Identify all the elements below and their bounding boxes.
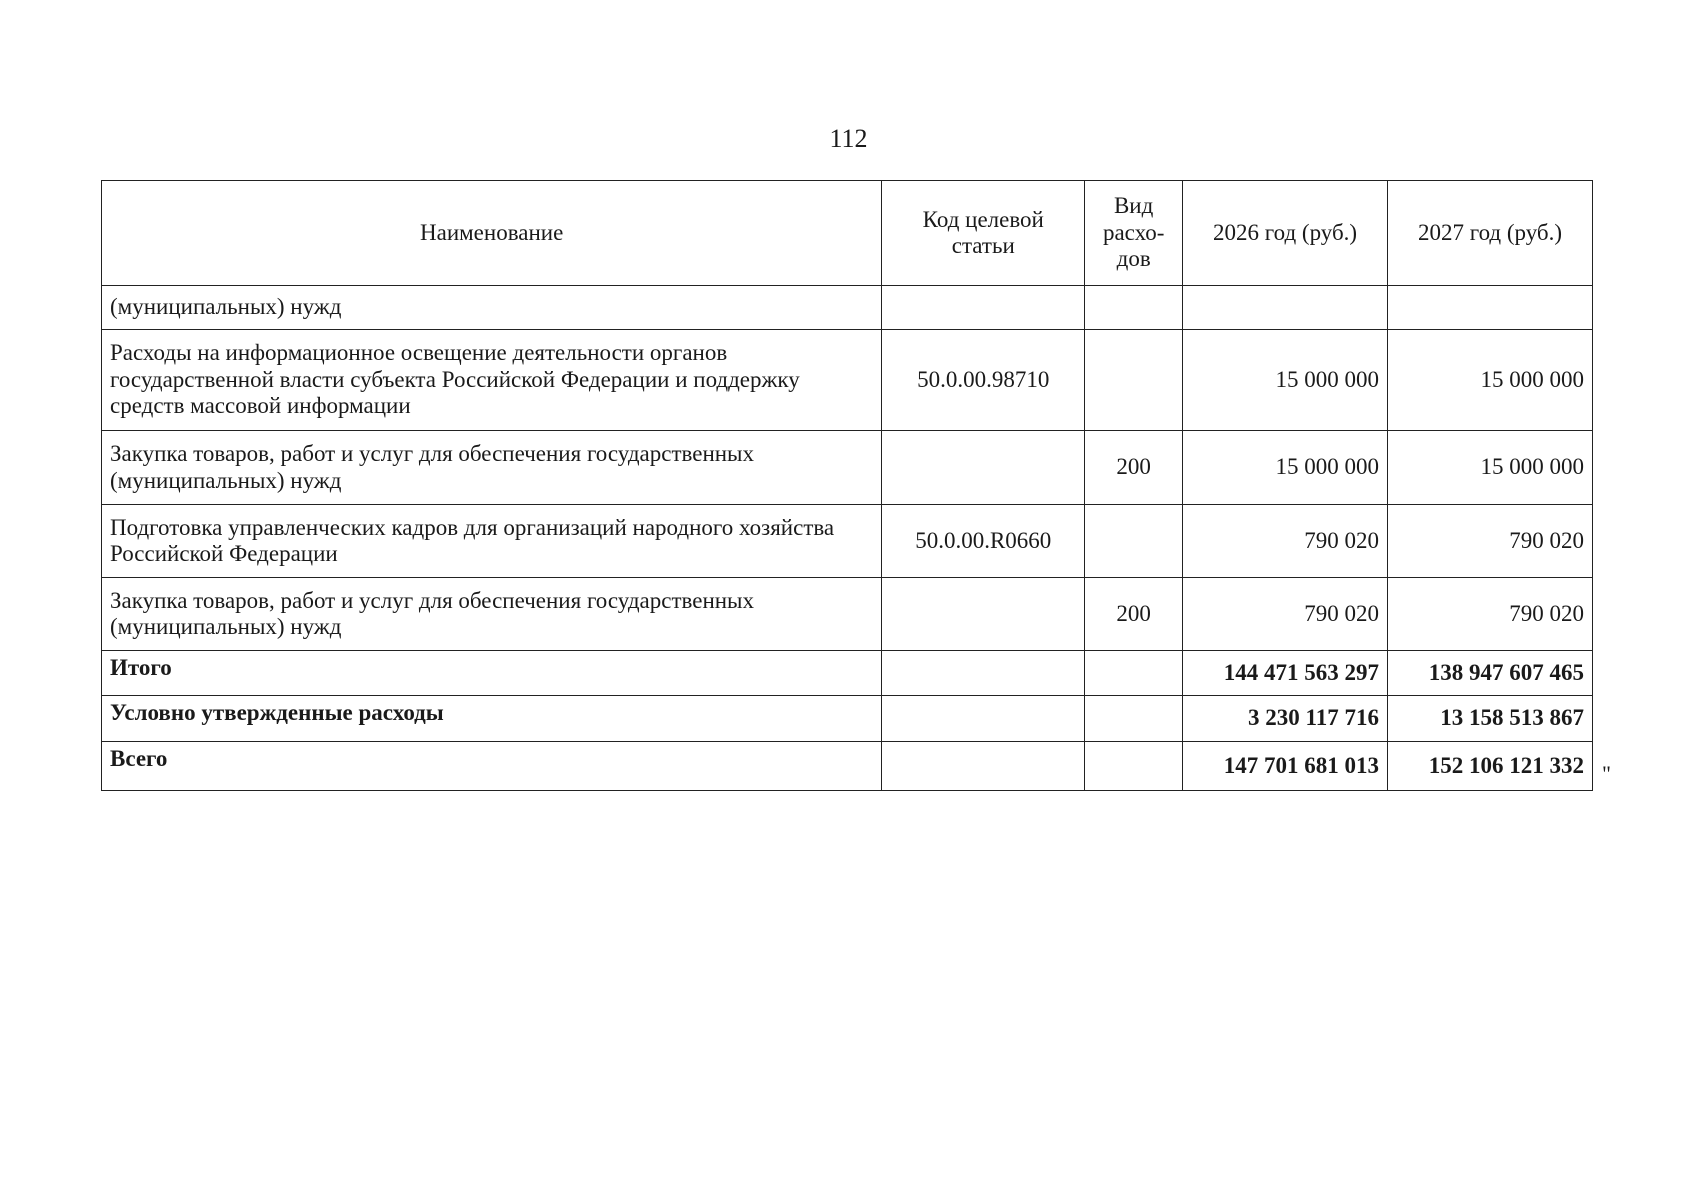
total-type — [1085, 696, 1183, 742]
table-row — [102, 431, 1593, 505]
total-year-2026: 144 471 563 297 — [1183, 651, 1388, 696]
table-row — [102, 505, 1593, 578]
row-code: 50.0.00.R0660 — [882, 505, 1085, 578]
row-year-2027: 15 000 000 — [1388, 431, 1593, 505]
budget-table — [101, 180, 1593, 791]
row-code: 50.0.00.98710 — [882, 330, 1085, 431]
row-year-2026: 790 020 — [1183, 578, 1388, 651]
row-name: Закупка товаров, работ и услуг для обеспечения государственных (муниципальных) нужд — [102, 578, 882, 651]
header-name: Наименование — [102, 181, 882, 286]
row-year-2026 — [1183, 286, 1388, 330]
total-type — [1085, 651, 1183, 696]
total-row — [102, 742, 1593, 791]
row-name: Расходы на информационное освещение деятельности органов государственной власти субъекта Российской Федерации и поддержку средств массовой информации — [102, 330, 882, 431]
header-year-2026: 2026 год (руб.) — [1183, 181, 1388, 286]
row-code — [882, 286, 1085, 330]
row-name: Подготовка управленческих кадров для организаций народного хозяйства Российской Федерации — [102, 505, 882, 578]
row-type: 200 — [1085, 431, 1183, 505]
total-type — [1085, 742, 1183, 791]
total-name: Условно утвержденные расходы — [102, 696, 882, 742]
table-row — [102, 330, 1593, 431]
header-type: Вид расхо-дов — [1085, 181, 1183, 286]
total-code — [882, 696, 1085, 742]
row-type — [1085, 330, 1183, 431]
row-name: (муниципальных) нужд — [102, 286, 882, 330]
total-row — [102, 651, 1593, 696]
header-year-2027: 2027 год (руб.) — [1388, 181, 1593, 286]
row-year-2027 — [1388, 286, 1593, 330]
row-year-2027: 790 020 — [1388, 505, 1593, 578]
table-header-row — [102, 181, 1593, 286]
total-code — [882, 651, 1085, 696]
table-row — [102, 286, 1593, 330]
row-code — [882, 431, 1085, 505]
row-year-2026: 15 000 000 — [1183, 431, 1388, 505]
table-row — [102, 578, 1593, 651]
total-year-2026: 3 230 117 716 — [1183, 696, 1388, 742]
total-year-2027: 138 947 607 465 — [1388, 651, 1593, 696]
row-year-2026: 15 000 000 — [1183, 330, 1388, 431]
row-year-2027: 15 000 000 — [1388, 330, 1593, 431]
row-code — [882, 578, 1085, 651]
total-year-2026: 147 701 681 013 — [1183, 742, 1388, 791]
total-name: Всего — [102, 742, 882, 791]
row-type — [1085, 505, 1183, 578]
row-type: 200 — [1085, 578, 1183, 651]
row-type — [1085, 286, 1183, 330]
closing-quote-mark: " — [1602, 761, 1611, 786]
header-code: Код целевой статьи — [882, 181, 1085, 286]
page-number: 112 — [829, 124, 868, 153]
total-code — [882, 742, 1085, 791]
total-year-2027: 152 106 121 332 — [1388, 742, 1593, 791]
total-year-2027: 13 158 513 867 — [1388, 696, 1593, 742]
total-row — [102, 696, 1593, 742]
total-name: Итого — [102, 651, 882, 696]
row-name: Закупка товаров, работ и услуг для обеспечения государственных (муниципальных) нужд — [102, 431, 882, 505]
row-year-2026: 790 020 — [1183, 505, 1388, 578]
row-year-2027: 790 020 — [1388, 578, 1593, 651]
